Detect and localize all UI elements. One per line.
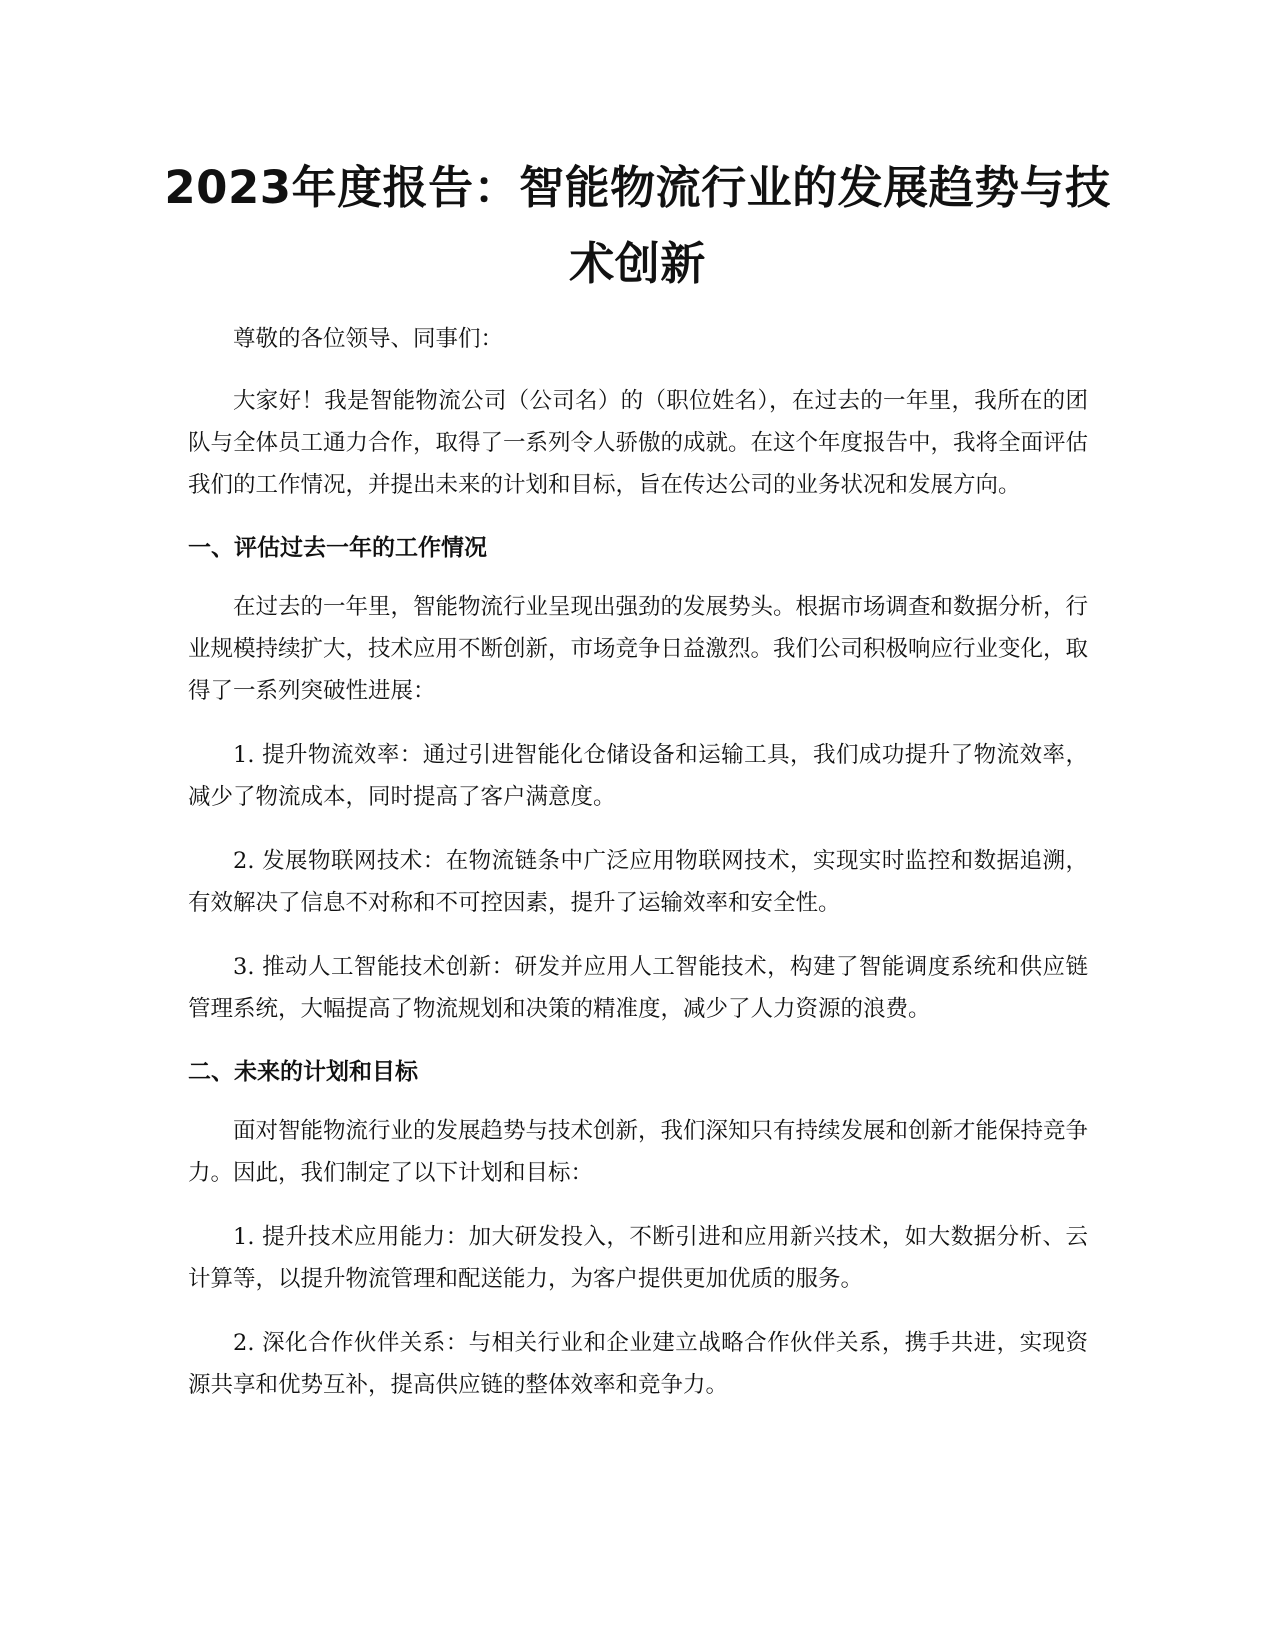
body-paragraph: 在过去的一年里，智能物流行业呈现出强劲的发展势头。根据市场调查和数据分析，行业规模持续扩大，技术应用不断创新，市场竞争日益激烈。我们公司积极响应行业变化，取得了一系列突破性进展： xyxy=(188,594,1089,704)
section-heading: 二、未来的计划和目标 xyxy=(188,1059,418,1085)
list-item-paragraph: 3. 推动人工智能技术创新：研发并应用人工智能技术，构建了智能调度系统和供应链管理系统，大幅提高了物流规划和决策的精准度，减少了人力资源的浪费。 xyxy=(188,954,1088,1022)
list-item-paragraph: 1. 提升物流效率：通过引进智能化仓储设备和运输工具，我们成功提升了物流效率，减少了物流成本，同时提高了客户满意度。 xyxy=(188,742,1088,810)
list-item-paragraph: 2. 深化合作伙伴关系：与相关行业和企业建立战略合作伙伴关系，携手共进，实现资源共享和优势互补，提高供应链的整体效率和竞争力。 xyxy=(188,1330,1088,1398)
document-body xyxy=(188,318,1088,1428)
salutation: 尊敬的各位领导、同事们： xyxy=(233,326,504,352)
document-title: 2023年度报告：智能物流行业的发展趋势与技术创新 xyxy=(164,161,1111,290)
list-item-paragraph: 2. 发展物联网技术：在物流链条中广泛应用物联网技术，实现实时监控和数据追溯，有效解决了信息不对称和不可控因素，提升了运输效率和安全性。 xyxy=(188,848,1088,916)
body-paragraph: 面对智能物流行业的发展趋势与技术创新，我们深知只有持续发展和创新才能保持竞争力。因此，我们制定了以下计划和目标： xyxy=(188,1118,1089,1186)
section-future-plans xyxy=(188,1052,1088,1406)
list-item-paragraph: 1. 提升技术应用能力：加大研发投入，不断引进和应用新兴技术，如大数据分析、云计算等，以提升物流管理和配送能力，为客户提供更加优质的服务。 xyxy=(188,1224,1088,1292)
intro-paragraph: 大家好！我是智能物流公司（公司名）的（职位姓名），在过去的一年里，我所在的团队与全体员工通力合作，取得了一系列令人骄傲的成就。在这个年度报告中，我将全面评估我们的工作情况，并提出未来的计划和目标，旨在传达公司的业务状况和发展方向。 xyxy=(188,388,1089,498)
section-heading: 一、评估过去一年的工作情况 xyxy=(188,535,487,561)
section-past-year-review xyxy=(188,528,1088,1030)
